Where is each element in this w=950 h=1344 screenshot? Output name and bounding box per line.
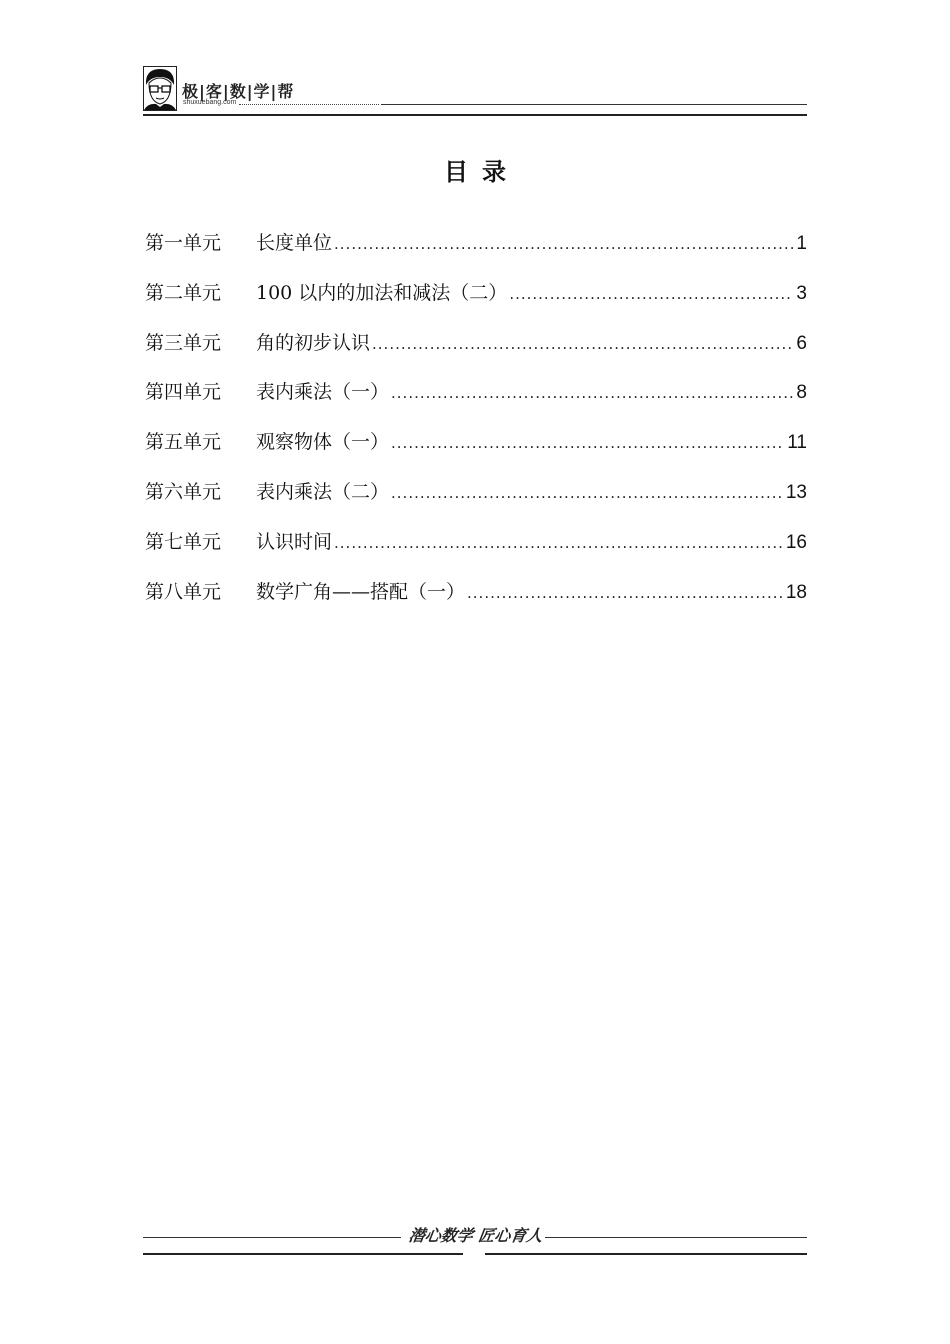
toc-entry[interactable] bbox=[145, 278, 807, 328]
toc-dot-leader bbox=[391, 484, 783, 502]
footer-rule-bottom-right bbox=[485, 1253, 807, 1255]
toc-unit-label: 第八单元 bbox=[145, 580, 222, 603]
page-footer bbox=[143, 1220, 807, 1260]
header-rule-thin bbox=[381, 104, 807, 105]
toc-chapter-name: 角的初步认识 bbox=[256, 331, 371, 354]
toc-chapter-name: 数学广角——搭配（一） bbox=[256, 580, 466, 603]
toc-entry[interactable] bbox=[145, 477, 807, 527]
toc-entry[interactable] bbox=[145, 577, 807, 627]
toc-unit-label: 第三单元 bbox=[145, 331, 222, 354]
toc-page-number: 18 bbox=[785, 581, 807, 603]
toc-page-number: 16 bbox=[785, 531, 807, 553]
toc-chapter-name: 长度单位 bbox=[256, 232, 333, 254]
footer-slogan: 潜心数学 匠心育人 bbox=[407, 1226, 544, 1245]
logo-avatar-icon bbox=[143, 66, 177, 111]
footer-rule-bottom-left bbox=[143, 1253, 463, 1255]
toc-unit-label: 第二单元 bbox=[145, 281, 222, 304]
toc-chapter-name: 表内乘法（一） bbox=[256, 381, 390, 404]
toc-page-number: 8 bbox=[796, 382, 807, 404]
header-dotted-rule bbox=[239, 104, 379, 105]
toc-dot-leader bbox=[372, 335, 793, 353]
toc-unit-label: 第四单元 bbox=[145, 381, 222, 404]
toc-page-number: 3 bbox=[796, 282, 807, 304]
toc-dot-leader bbox=[509, 285, 793, 303]
toc-entry[interactable] bbox=[145, 377, 807, 427]
header-rule-thick bbox=[143, 114, 807, 116]
toc-page-number: 1 bbox=[796, 233, 807, 254]
toc-chapter-name: 认识时间 bbox=[256, 530, 333, 553]
toc-unit-label: 第六单元 bbox=[145, 480, 222, 503]
toc-unit-label: 第七单元 bbox=[145, 530, 222, 553]
toc-page-number: 13 bbox=[785, 481, 807, 503]
page-header bbox=[143, 66, 807, 118]
toc-entry[interactable] bbox=[145, 228, 807, 278]
brand-name: 极|客|数|学|帮 bbox=[182, 82, 295, 101]
toc-page-number: 11 bbox=[787, 432, 807, 454]
table-of-contents bbox=[145, 228, 807, 626]
toc-entry[interactable] bbox=[145, 427, 807, 477]
toc-unit-label: 第一单元 bbox=[145, 232, 222, 254]
brand-url: shuxuebang.com bbox=[183, 99, 237, 106]
toc-entry[interactable] bbox=[145, 328, 807, 378]
footer-rule-left bbox=[143, 1237, 401, 1238]
toc-chapter-name: 100 以内的加法和减法（二） bbox=[256, 281, 508, 304]
toc-dot-leader bbox=[334, 534, 783, 552]
toc-page-number: 6 bbox=[796, 332, 807, 354]
toc-entry[interactable] bbox=[145, 527, 807, 577]
toc-dot-leader bbox=[391, 384, 793, 402]
toc-dot-leader bbox=[391, 434, 784, 452]
toc-dot-leader bbox=[467, 584, 783, 602]
toc-chapter-name: 观察物体（一） bbox=[256, 431, 390, 454]
toc-dot-leader bbox=[334, 235, 793, 253]
toc-unit-label: 第五单元 bbox=[145, 431, 222, 454]
page-title: 目录 bbox=[444, 158, 520, 186]
toc-chapter-name: 表内乘法（二） bbox=[256, 480, 390, 503]
footer-rule-right bbox=[545, 1237, 807, 1238]
